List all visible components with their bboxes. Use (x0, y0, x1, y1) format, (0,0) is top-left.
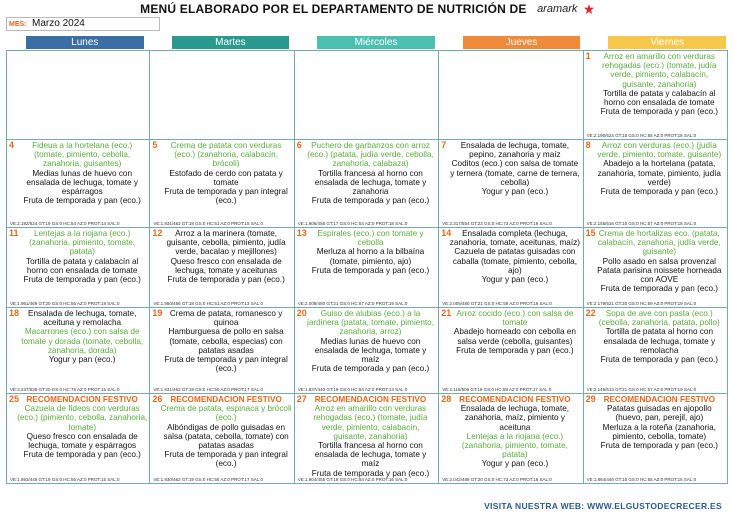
dish-line: Arroz en amarillo con verduras rehogadas (eco.) (tomate, judía verde, pimiento, calabacín, guisante, zanahoria) (313, 404, 428, 441)
menu-dishes (152, 229, 291, 284)
day-number: 29 (585, 394, 596, 404)
dish-line: Sopa de ave con pasta (eco.) (cebolla, zanahoria, patata, pollo) (598, 309, 720, 328)
dish-line: Arroz con verduras (eco.) (judía verde, pimiento, tomate, guisante) (597, 141, 722, 160)
dish-line: Espirales (eco.) con tomate y cebolla (317, 229, 424, 248)
dish-line: Fruta de temporada y pan (eco.) (311, 468, 430, 478)
menu-dishes (9, 395, 147, 459)
menu-dishes (9, 141, 147, 205)
day-number: 15 (585, 228, 596, 238)
day-number: 13 (296, 228, 307, 238)
nutrition-info: VE:2.155/516 GT:15 GS:0 HC:57 AZ:0 PROT:18 SAL:0 (586, 221, 697, 226)
menu-dishes (586, 52, 725, 116)
dish-line: Tortilla francesa al horno con ensalada de lechuga, tomate y zanahoria (314, 168, 427, 197)
dish-line: Crema de patata, romanesco y quinoa (169, 309, 283, 328)
dish-line: Arroz a la marinera (tomate, guisante, cebolla, pimiento, judía verde, bacalao y mejillones) (166, 229, 286, 257)
nutrition-info: VE:1.961/469 GT:20 GS:0 HC:55 AZ:0 PROT:19 SAL:0 (10, 301, 120, 306)
day-cell (295, 394, 439, 484)
day-cell (584, 140, 728, 228)
month-value: Marzo 2024 (32, 18, 85, 29)
dish-line: Queso fresco con ensalada de lechuga, tomate y aceitunas (170, 256, 282, 275)
nutrition-info: VE:1.864/446 GT:15 GS:0 HC:55 AZ:0 PROT:15 SAL:0 (586, 477, 697, 482)
day-cell (295, 140, 439, 228)
month-label: MES: (9, 21, 27, 28)
nutrition-info: VE:1.950/466 GT:18 GS:0 HC:51 AZ:0 PROT:13 SAL:0 (153, 301, 263, 306)
month-field (6, 17, 160, 31)
menu-calendar (6, 50, 728, 498)
dish-line: Abadejo horneado con cebolla en salsa verde (cebolla, guisantes) (453, 327, 576, 346)
dish-line: Yogur y pan (eco.) (481, 275, 549, 285)
nutrition-info: VE:2.190/524 GT:18 GS:0 HC:55 AZ:0 PROT:18 SAL:0 (586, 133, 697, 138)
day-number: 1 (585, 51, 591, 61)
weekday-header (26, 36, 726, 49)
nutrition-info: VE:1.904/455 GT:18 GS:0 HC:54 AZ:0 PROT:16 SAL:0 (297, 477, 408, 482)
day-cell (439, 308, 583, 394)
nutrition-info: VE:2.179/521 GT:20 GS:0 HC:59 AZ:0 PROT:19 SAL:0 (586, 301, 697, 306)
day-cell (150, 394, 294, 484)
dish-line: Crema de hortalizas eco. (patata, calabacín, zanahoria, judía verde, guisante) (597, 229, 721, 257)
day-cell (584, 308, 728, 394)
dish-line: Fruta de temporada y pan (eco.) (600, 355, 718, 365)
day-number: 27 (296, 394, 307, 404)
day-cell (6, 308, 150, 394)
day-cell (6, 50, 150, 140)
dish-line: Fruta de temporada y pan (eco.) (167, 275, 285, 285)
nutrition-info: VE:2.146/513 GT:21 GS:0 HC:57 AZ:0 PROT:19 SAL:0 (586, 387, 697, 392)
dish-line: Tortilla de patata al horno con ensalada de lechuga, tomate y remolacha (603, 327, 716, 355)
dish-line: Macarrones (eco.) con salsa de tomate y dorada (tomate, cebolla, zanahoria, dorada) (21, 327, 144, 355)
dish-line: Fruta de temporada y pan (eco.) (23, 196, 141, 206)
menu-dishes (297, 309, 436, 373)
dish-line: Ensalada de lechuga, tomate, zanahoria, maíz, pimiento y aceituna (460, 404, 570, 432)
day-cell (295, 308, 439, 394)
dish-line: Albóndigas de pollo guisadas en salsa (patata, cebolla, tomate) con patatas asadas (163, 422, 289, 451)
menu-dishes (297, 141, 436, 205)
dish-line: Yogur y pan (eco.) (481, 187, 549, 197)
holiday-notice: RECOMENDACION FESTIVO (459, 395, 571, 404)
menu-dishes (9, 309, 147, 364)
dish-line: Tortilla francesa al horno con ensalada de lechuga, tomate y maíz (314, 441, 427, 469)
dish-line: Yogur y pan (eco.) (48, 355, 116, 365)
day-number: 8 (585, 140, 591, 150)
dish-line: Fruta de temporada y pan (eco.) (600, 284, 718, 294)
dish-line: Fruta de temporada y pan (eco.) (600, 107, 718, 117)
dish-line: Puchero de garbanzos con arroz (eco.) (patata, judía verde, cebolla, zanahoria, calabaza) (307, 141, 434, 169)
day-cell (439, 50, 583, 140)
dish-line: Medias lunas de huevo con ensalada de lechuga, tomate y espárragos (26, 168, 138, 197)
dish-line: Medias lunas de huevo con ensalada de lechuga, tomate y maíz (314, 336, 427, 365)
day-header-0: Lunes (26, 36, 144, 49)
nutrition-info: VE:2.317/554 GT:23 GS:0 HC:73 AZ:0 PROT:16 SAL:0 (442, 221, 552, 226)
day-cell (150, 228, 294, 308)
holiday-notice: RECOMENDACION FESTIVO (26, 395, 138, 404)
dish-line: Patata parisina noissete horneada con AOVE (597, 265, 722, 285)
dish-line: Arroz cocido (eco.) con salsa de tomate (456, 309, 574, 328)
nutrition-info: VE:1.930/462 GT:19 GS:0 HC:55 AZ:0 PROT:17 SAL:0 (153, 477, 263, 482)
menu-dishes (441, 395, 580, 469)
day-cell (150, 308, 294, 394)
day-number: 26 (152, 394, 163, 404)
menu-dishes (586, 229, 725, 293)
dish-line: Yogur y pan (eco.) (481, 459, 549, 469)
dish-line: Crema de patata, espinaca y brócoli (eco.) (160, 404, 292, 423)
dish-line: Fruta de temporada y pan integral (eco.) (164, 187, 288, 206)
dish-line: Merluza a la roteña (zanahoria, pimiento, cebolla, tomate) (602, 422, 716, 441)
dish-line: Ensalada completa (lechuga, zanahoria, tomate, aceitunas, maíz) (449, 229, 580, 248)
nutrition-info: VE:1.906/456 GT:17 GS:0 HC:54 AZ:0 PROT:18 SAL:0 (297, 221, 408, 226)
day-number: 20 (296, 308, 307, 318)
menu-dishes (586, 309, 725, 364)
day-cell (295, 228, 439, 308)
day-cell (439, 228, 583, 308)
nutrition-info: VE:1.837/440 GT:19 GS:0 HC:54 AZ:0 PROT:14 SAL:0 (297, 387, 408, 392)
day-number: 6 (296, 140, 302, 150)
dish-line: Patatas guisadas en ajopollo (huevo, pan, perejil, ajo) (606, 404, 712, 423)
dish-line: Coditos (eco.) con salsa de tomate y ternera (tomate, carne de ternera, cebolla) (450, 159, 580, 187)
menu-dishes (441, 309, 580, 355)
day-header-3: Jueves (463, 36, 581, 49)
menu-dishes (9, 229, 147, 284)
day-number: 21 (441, 308, 452, 318)
day-cell (6, 228, 150, 308)
menu-dishes (586, 141, 725, 196)
menu-dishes (586, 395, 725, 450)
day-cell (150, 50, 294, 140)
dish-line: Fruta de temporada y pan (eco.) (23, 275, 141, 285)
day-number: 25 (9, 394, 20, 404)
day-cell (150, 140, 294, 228)
menu-dishes (152, 309, 291, 373)
dish-line: Tortilla de patata y calabacín al horno con ensalada de tomate (25, 256, 139, 275)
nutrition-info: VE:2.192/524 GT:19 GS:0 HC:54 AZ:0 PROT:14 SAL:0 (10, 221, 120, 226)
dish-line: Ensalada de lechuga, tomate, pepino, zanahoria y maíz (460, 141, 570, 160)
nutrition-info: VE:2.237/535 GT:20 GS:0 HC:76 AZ:0 PROT:15 SAL:0 (10, 387, 120, 392)
nutrition-info: VE:2.005/480 GT:21 GS:0 HC:59 AZ:0 PROT:16 SAL:0 (442, 301, 552, 306)
dish-line: Cazuela de fideos con verduras (eco.) (pimiento, cebolla, zanahoria, tomate) (17, 404, 148, 432)
nutrition-info: VE:2.115/506 GT:16 GS:0 HC:58 AZ:0 PROT:17 SAL:0 (442, 387, 552, 392)
dish-line: Lentejas a la riojana (eco.) (zanahoria, pimiento, tomate, patata) (29, 229, 136, 257)
dish-line: Fruta de temporada y pan (eco.) (456, 345, 574, 355)
day-header-1: Martes (172, 36, 290, 49)
menu-dishes (297, 395, 436, 478)
page-title: MENÚ ELABORADO POR EL DEPARTAMENTO DE NUTRICIÓN DE (140, 1, 527, 16)
holiday-notice: RECOMENDACION FESTIVO (170, 395, 282, 404)
menu-dishes (441, 229, 580, 284)
day-number: 22 (585, 308, 596, 318)
nutrition-info: VE:2.008/480 GT:21 GS:0 HC:67 AZ:0 PROT:19 SAL:0 (297, 301, 408, 306)
dish-line: Queso fresco con ensalada de lechuga, tomate y espárragos (26, 431, 138, 451)
day-number: 14 (441, 228, 452, 238)
day-number: 7 (441, 140, 447, 150)
day-number: 11 (9, 228, 19, 238)
dish-line: Guiso de alubias (eco.) a la jardinera (patata, tomate, pimiento, zanahoria, arroz) (307, 309, 434, 337)
dish-line: Fruta de temporada y pan (eco.) (23, 450, 141, 460)
day-number: 4 (9, 140, 15, 150)
star-icon (584, 4, 594, 14)
day-number: 12 (152, 228, 163, 238)
dish-line: Lentejas a la riojana (eco.) (zanahoria, pimiento, tomate, patata) (461, 431, 568, 460)
day-cell (584, 50, 728, 140)
day-header-4: Viernes (608, 36, 726, 49)
dish-line: Crema de patata con verduras (eco.) (zanahoria, calabacín, brócoli) (170, 141, 282, 169)
dish-line: Fruta de temporada y pan (eco.) (600, 187, 718, 197)
nutrition-info: VE:1.931/462 GT:18 GS:0 HC:51 AZ:0 PROT:15 SAL:0 (153, 221, 263, 226)
menu-dishes (152, 141, 291, 205)
day-cell (584, 228, 728, 308)
nutrition-info: VE:2.042/489 GT:20 GS:0 HC:73 AZ:0 PROT:16 SAL:0 (442, 477, 552, 482)
day-cell (295, 50, 439, 140)
day-cell (439, 394, 583, 484)
brand-logo: aramark (537, 2, 578, 15)
dish-line: Tortilla de patata y calabacín al horno con ensalada de tomate (603, 88, 716, 108)
dish-line: Fruta de temporada y pan (eco.) (311, 364, 430, 374)
day-number: 28 (441, 394, 452, 404)
header (0, 0, 734, 16)
menu-dishes (152, 395, 291, 469)
dish-line: Pollo asado en salsa provenzal (602, 256, 716, 266)
dish-line: Fruta de temporada y pan (eco.) (311, 265, 430, 275)
nutrition-info: VE:1.863/446 GT:19 GS:0 HC:55 AZ:0 PROT:15 SAL:0 (10, 477, 120, 482)
day-header-2: Miércoles (317, 36, 435, 49)
dish-line: Fruta de temporada y pan integral (eco.) (164, 355, 288, 374)
dish-line: Fideua a la hortelana (eco.) (tomate, pimiento, cebolla, zanahoria, guisantes) (32, 141, 133, 169)
dish-line: Cazuela de patatas guisadas con caballa (tomate, pimiento, cebolla, ajo) (452, 247, 578, 275)
holiday-notice: RECOMENDACION FESTIVO (314, 395, 427, 404)
dish-line: Fruta de temporada y pan (eco.) (600, 441, 718, 451)
menu-dishes (441, 141, 580, 196)
dish-line: Abadejo a la hortelana (patata, zanahoria, tomate, pimiento, judía verde) (597, 159, 721, 187)
website-footer[interactable]: VISITA NUESTRA WEB: WWW.ELGUSTODECRECER.ES (484, 501, 722, 511)
day-cell (6, 394, 150, 484)
holiday-notice: RECOMENDACION FESTIVO (603, 395, 716, 404)
dish-line: Estofado de cerdo con patata y tomate (169, 168, 283, 187)
dish-line: Ensalada de lechuga, tomate, aceituna y remolacha (28, 309, 137, 328)
day-cell (584, 394, 728, 484)
dish-line: Hamburguesa de pollo en salsa (tomate, cebolla, especias) con patatas asadas (168, 327, 284, 355)
day-cell (6, 140, 150, 228)
menu-dishes (297, 229, 436, 275)
day-number: 19 (152, 308, 163, 318)
day-cell (439, 140, 583, 228)
day-number: 5 (152, 140, 158, 150)
dish-line: Fruta de temporada y pan (eco.) (311, 196, 430, 206)
day-number: 18 (9, 308, 20, 318)
dish-line: Merluza al horno a la bilbaína (tomate, pimiento, ajo) (316, 247, 425, 266)
dish-line: Arroz en amarillo con verduras rehogadas (eco.) (tomate, judía verde, pimiento, calabacín, guisante, zanahoria) (602, 52, 717, 89)
dish-line: Fruta de temporada y pan integral (eco.) (164, 450, 288, 469)
nutrition-info: VE:1.931/462 GT:19 GS:0 HC:50 AZ:0 PROT:17 SAL:0 (153, 387, 263, 392)
